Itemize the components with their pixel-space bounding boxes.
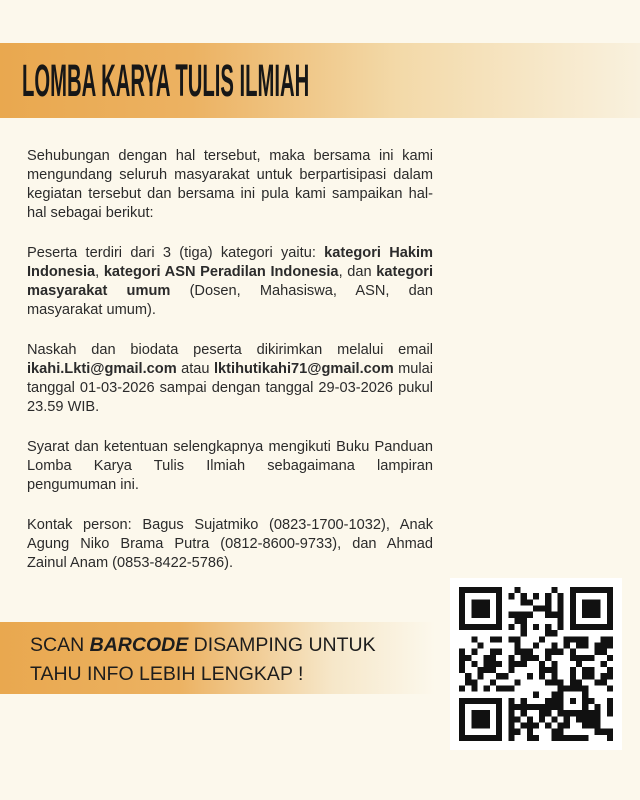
announcement-body: [27, 147, 433, 594]
qr-code: [459, 587, 613, 741]
paragraph-contacts: Kontak person: Bagus Sujatmiko (0823-1700-1032), Anak Agung Niko Brama Putra (0812-8600-9733), dan Ahmad Zainul Anam (0853-8422-5786).: [27, 517, 433, 571]
paragraph-categories: Peserta terdiri dari 3 (tiga) kategori yaitu: kategori Hakim Indonesia, kategori ASN Peradilan Indonesia, dan kategori masyarakat umum (Dosen, Mahasiswa, ASN, dan masyarakat umum).: [27, 245, 434, 318]
scan-barcode-text: SCAN BARCODE DISAMPING UNTUK TAHU INFO LEBIH LENGKAP !: [30, 634, 376, 685]
paragraph-terms: Syarat dan ketentuan selengkapnya mengikuti Buku Panduan Lomba Karya Tulis Ilmiah sebagaimana lampiran pengumuman ini.: [27, 439, 433, 493]
paragraph-submission: Naskah dan biodata peserta dikirimkan melalui email ikahi.Lkti@gmail.com atau lktihutikahi71@gmail.com mulai tanggal 01-03-2026 sampai dengan tanggal 29-03-2026 pukul 23.59 WIB.: [27, 342, 434, 415]
header-banner: [0, 43, 640, 118]
page-title: LOMBA KARYA TULIS ILMIAH: [22, 54, 310, 106]
paragraph-intro: Sehubungan dengan hal tersebut, maka bersama ini kami mengundang seluruh masyarakat untuk berpartisipasi dalam kegiatan tersebut dan bersama ini pula kami sampaikan hal-hal sebagai berikut:: [27, 148, 433, 221]
qr-code-panel: [450, 578, 622, 750]
